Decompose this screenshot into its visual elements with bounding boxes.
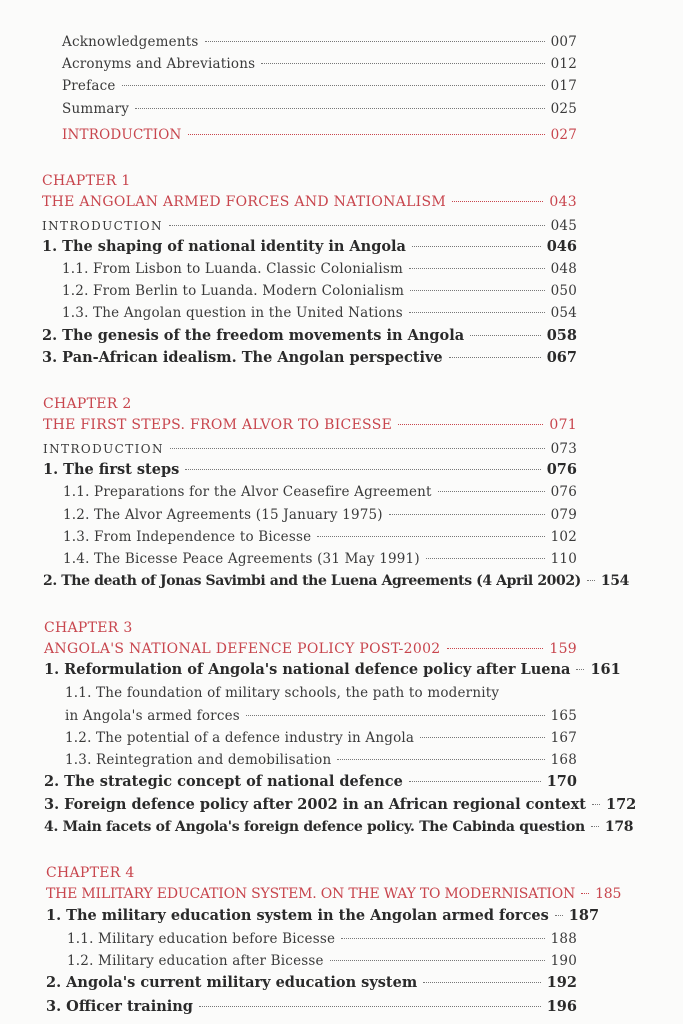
toc-page: 058 bbox=[546, 327, 577, 344]
toc-entry-subsection[interactable] bbox=[65, 727, 577, 749]
chapter-title-row[interactable] bbox=[42, 191, 577, 213]
toc-label: 2. The strategic concept of national defence bbox=[44, 773, 403, 790]
toc-page: 073 bbox=[550, 441, 577, 457]
toc-page: 079 bbox=[550, 507, 577, 523]
toc-entry-subsection[interactable] bbox=[63, 481, 577, 503]
chapter-title-row[interactable] bbox=[44, 638, 577, 660]
leader-dots bbox=[341, 937, 544, 939]
toc-page: 007 bbox=[550, 34, 577, 50]
leader-dots bbox=[555, 914, 563, 916]
toc-entry-section[interactable] bbox=[42, 347, 577, 369]
toc-label: Preface bbox=[62, 78, 116, 94]
leader-dots bbox=[398, 423, 543, 425]
toc-page: 017 bbox=[550, 78, 577, 94]
toc-entry-subsection[interactable] bbox=[62, 258, 577, 280]
toc-label: 1.3. Reintegration and demobilisation bbox=[65, 752, 332, 768]
toc-page: 159 bbox=[549, 641, 577, 657]
leader-dots bbox=[188, 133, 545, 135]
leader-dots bbox=[337, 758, 544, 760]
chapter-heading bbox=[46, 862, 577, 884]
chapter-title-row[interactable] bbox=[43, 414, 577, 436]
leader-dots bbox=[170, 447, 545, 449]
leader-dots bbox=[135, 107, 545, 109]
toc-entry-subsection[interactable] bbox=[62, 280, 577, 302]
leader-dots bbox=[122, 84, 545, 86]
toc-label: 3. Foreign defence policy after 2002 in an African regional context bbox=[44, 796, 586, 813]
toc-label: INTRODUCTION bbox=[43, 442, 164, 456]
chapter-number: CHAPTER 3 bbox=[44, 620, 133, 636]
toc-page: 196 bbox=[546, 998, 577, 1015]
toc-label: 4. Main facets of Angola's foreign defence policy. The Cabinda question bbox=[44, 819, 585, 835]
toc-entry-subsection[interactable] bbox=[67, 950, 577, 972]
leader-dots bbox=[576, 668, 584, 670]
toc-label: 1.1. From Lisbon to Luanda. Classic Colonialism bbox=[62, 261, 404, 277]
toc-label: 3. Officer training bbox=[46, 998, 193, 1015]
leader-dots bbox=[409, 311, 545, 313]
toc-entry-section[interactable] bbox=[42, 236, 577, 258]
toc-label: in Angola's armed forces bbox=[65, 708, 240, 724]
toc-page: 161 bbox=[590, 661, 621, 678]
chapter-heading bbox=[43, 393, 577, 415]
leader-dots bbox=[581, 892, 589, 894]
leader-dots bbox=[261, 62, 544, 64]
leader-dots bbox=[423, 981, 541, 983]
toc-entry-section[interactable] bbox=[44, 659, 621, 681]
leader-dots bbox=[185, 468, 540, 470]
toc-page: 188 bbox=[550, 931, 577, 947]
toc-entry-section[interactable] bbox=[46, 996, 577, 1018]
toc-label: Summary bbox=[62, 101, 130, 117]
toc-entry-subsection[interactable] bbox=[65, 749, 577, 771]
toc-label: 1.3. The Angolan question in the United Nations bbox=[62, 305, 403, 321]
chapter-heading bbox=[42, 170, 577, 192]
toc-page: 110 bbox=[550, 551, 577, 567]
leader-dots bbox=[409, 267, 545, 269]
toc-label: Acronyms and Abreviations bbox=[62, 56, 256, 72]
toc-entry-introduction[interactable] bbox=[62, 124, 577, 146]
toc-entry-section[interactable] bbox=[43, 570, 629, 592]
toc-label: 2. The genesis of the freedom movements in Angola bbox=[42, 327, 465, 344]
toc-label: 1.1. Preparations for the Alvor Ceasefire Agreement bbox=[63, 484, 432, 500]
toc-label: 1.4. The Bicesse Peace Agreements (31 May 1991) bbox=[63, 551, 420, 567]
toc-entry-chapter-intro[interactable] bbox=[43, 438, 577, 460]
toc-label: INTRODUCTION bbox=[42, 219, 163, 233]
leader-dots bbox=[587, 579, 595, 581]
leader-dots bbox=[409, 780, 541, 782]
toc-page: 190 bbox=[550, 953, 577, 969]
toc-entry-chapter-intro[interactable] bbox=[42, 215, 577, 237]
toc-page: 102 bbox=[550, 529, 577, 545]
toc-label: 1.2. From Berlin to Luanda. Modern Colonialism bbox=[62, 283, 405, 299]
toc-entry-section[interactable] bbox=[43, 459, 577, 481]
toc-entry-subsection[interactable] bbox=[63, 548, 577, 570]
leader-dots bbox=[426, 557, 545, 559]
toc-label: INTRODUCTION bbox=[62, 127, 182, 143]
chapter-title: THE ANGOLAN ARMED FORCES AND NATIONALISM bbox=[42, 194, 447, 210]
chapter-title-row[interactable] bbox=[46, 883, 622, 905]
leader-dots bbox=[470, 334, 541, 336]
leader-dots bbox=[169, 224, 545, 226]
toc-label: 1. The military education system in the Angolan armed forces bbox=[46, 907, 549, 924]
leader-dots bbox=[412, 245, 541, 247]
toc-entry-summary[interactable] bbox=[62, 98, 577, 120]
toc-label: Acknowledgements bbox=[62, 34, 199, 50]
leader-dots bbox=[199, 1005, 541, 1007]
toc-label: 1.3. From Independence to Bicesse bbox=[63, 529, 312, 545]
toc-entry-subsection[interactable] bbox=[67, 928, 577, 950]
toc-page: 076 bbox=[546, 461, 577, 478]
toc-entry-acronyms[interactable] bbox=[62, 53, 577, 75]
leader-dots bbox=[420, 736, 544, 738]
toc-entry-acknowledgements[interactable] bbox=[62, 31, 577, 53]
chapter-number: CHAPTER 4 bbox=[46, 865, 135, 881]
leader-dots bbox=[592, 803, 600, 805]
toc-page: 076 bbox=[550, 484, 577, 500]
toc-page: 185 bbox=[595, 886, 622, 902]
toc-entry-section[interactable] bbox=[44, 816, 634, 838]
toc-entry-subsection[interactable] bbox=[62, 302, 577, 324]
chapter-title: THE FIRST STEPS. FROM ALVOR TO BICESSE bbox=[43, 417, 393, 433]
toc-entry-preface[interactable] bbox=[62, 75, 577, 97]
leader-dots bbox=[389, 513, 545, 515]
toc-page: 012 bbox=[550, 56, 577, 72]
toc-label: 1.2. The Alvor Agreements (15 January 1975) bbox=[63, 507, 383, 523]
toc-label: 2. Angola's current military education system bbox=[46, 974, 418, 991]
toc-label: 2. The death of Jonas Savimbi and the Luena Agreements (4 April 2002) bbox=[43, 573, 581, 589]
toc-label: 1.1. The foundation of military schools, the path to modernity bbox=[65, 685, 500, 701]
leader-dots bbox=[591, 825, 599, 827]
toc-page: 050 bbox=[550, 283, 577, 299]
toc-entry-section[interactable] bbox=[44, 771, 577, 793]
leader-dots bbox=[330, 959, 545, 961]
toc-page: 192 bbox=[546, 974, 577, 991]
leader-dots bbox=[246, 714, 545, 716]
toc-page: 046 bbox=[546, 238, 577, 255]
leader-dots bbox=[205, 40, 545, 42]
leader-dots bbox=[317, 535, 544, 537]
toc-page: 071 bbox=[549, 417, 577, 433]
toc-page: 054 bbox=[550, 305, 577, 321]
toc-entry-subsection-continued[interactable] bbox=[65, 705, 577, 727]
toc-label: 1. Reformulation of Angola's national defence policy after Luena bbox=[44, 661, 571, 678]
toc-label: 1.1. Military education before Bicesse bbox=[67, 931, 336, 947]
toc-page: 027 bbox=[550, 127, 577, 143]
chapter-number: CHAPTER 2 bbox=[43, 396, 132, 412]
toc-label: 1. The first steps bbox=[43, 461, 180, 478]
toc-label: 1.2. The potential of a defence industry in Angola bbox=[65, 730, 415, 746]
leader-dots bbox=[438, 490, 545, 492]
toc-page: 048 bbox=[550, 261, 577, 277]
toc-page: 067 bbox=[546, 349, 577, 366]
toc-page: 025 bbox=[550, 101, 577, 117]
chapter-title: THE MILITARY EDUCATION SYSTEM. ON THE WAY TO MODERNISATION bbox=[46, 886, 576, 902]
toc-entry-subsection[interactable] bbox=[63, 504, 577, 526]
toc-page: 167 bbox=[550, 730, 577, 746]
toc-label: 1. The shaping of national identity in Angola bbox=[42, 238, 406, 255]
toc-entry-subsection[interactable] bbox=[63, 526, 577, 548]
toc-label: 3. Pan-African idealism. The Angolan perspective bbox=[42, 349, 443, 366]
toc-page: 045 bbox=[550, 218, 577, 234]
leader-dots bbox=[452, 200, 543, 202]
toc-page: 165 bbox=[550, 708, 577, 724]
toc-label: 1.2. Military education after Bicesse bbox=[67, 953, 324, 969]
toc-page: 172 bbox=[605, 796, 637, 813]
chapter-heading bbox=[44, 617, 577, 639]
toc-entry-section[interactable] bbox=[46, 972, 577, 994]
toc-page: 187 bbox=[568, 907, 600, 924]
toc-entry-section[interactable] bbox=[46, 905, 600, 927]
toc-entry-section[interactable] bbox=[44, 794, 637, 816]
toc-page: 154 bbox=[600, 573, 629, 589]
toc-page: 178 bbox=[604, 819, 634, 835]
leader-dots bbox=[447, 647, 544, 649]
chapter-title: ANGOLA'S NATIONAL DEFENCE POLICY POST-2002 bbox=[44, 641, 441, 657]
toc-entry-subsection[interactable] bbox=[65, 682, 577, 704]
toc-entry-section[interactable] bbox=[42, 325, 577, 347]
chapter-number: CHAPTER 1 bbox=[42, 173, 131, 189]
leader-dots bbox=[410, 289, 544, 291]
toc-page: 043 bbox=[549, 194, 577, 210]
leader-dots bbox=[449, 356, 541, 358]
toc-page: 168 bbox=[550, 752, 577, 768]
toc-page: 170 bbox=[546, 773, 577, 790]
